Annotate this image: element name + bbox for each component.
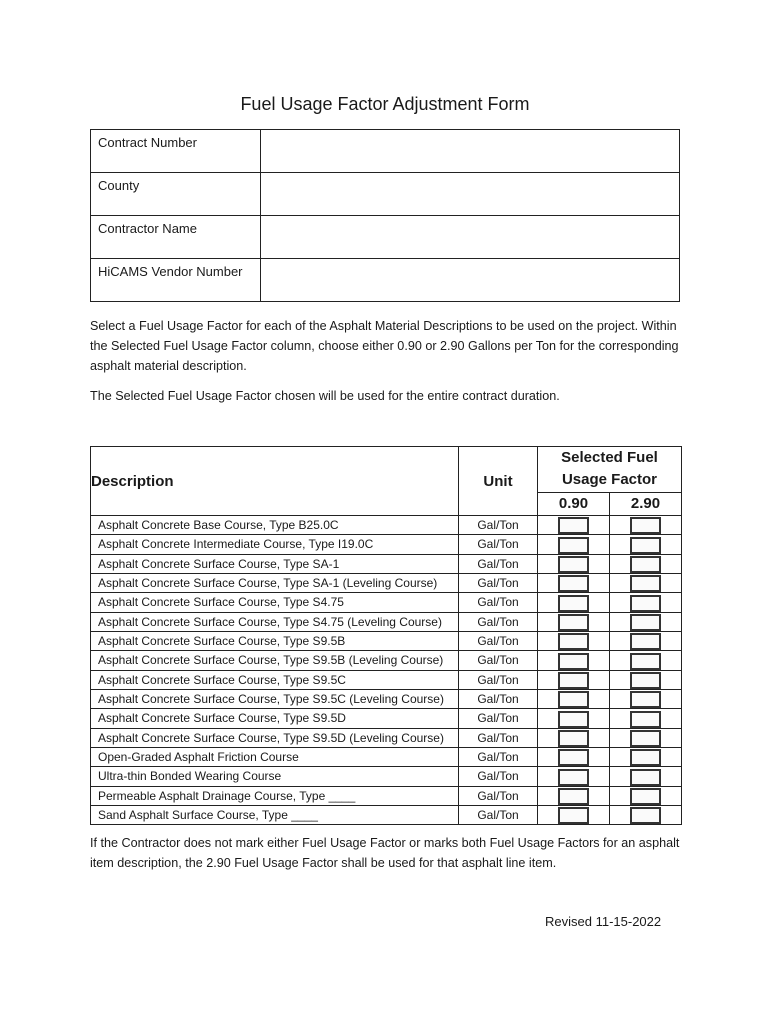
factor-290-checkbox[interactable] <box>630 537 661 554</box>
factor-290-cell <box>610 767 682 786</box>
factor-290-checkbox[interactable] <box>630 730 661 747</box>
material-row <box>91 612 682 631</box>
factor-290-cell <box>610 593 682 612</box>
factor-290-checkbox[interactable] <box>630 653 661 670</box>
material-description: Open-Graded Asphalt Friction Course <box>91 747 459 766</box>
material-description: Asphalt Concrete Surface Course, Type S9.5D <box>91 709 459 728</box>
factor-090-cell <box>538 554 610 573</box>
material-description: Asphalt Concrete Surface Course, Type SA-1 (Leveling Course) <box>91 573 459 592</box>
material-row <box>91 651 682 670</box>
info-label: HiCAMS Vendor Number <box>91 259 261 302</box>
factor-290-cell <box>610 747 682 766</box>
factor-090-checkbox[interactable] <box>558 749 589 766</box>
instructions-paragraph-2: The Selected Fuel Usage Factor chosen will be used for the entire contract duration. <box>90 389 560 403</box>
factor-090-cell <box>538 651 610 670</box>
factor-090-cell <box>538 593 610 612</box>
material-unit: Gal/Ton <box>459 689 538 708</box>
info-value-input[interactable] <box>261 130 679 166</box>
factor-090-checkbox[interactable] <box>558 556 589 573</box>
material-unit: Gal/Ton <box>459 709 538 728</box>
factor-090-cell <box>538 612 610 631</box>
info-value-input[interactable] <box>261 216 679 252</box>
factor-090-checkbox[interactable] <box>558 614 589 631</box>
factor-090-checkbox[interactable] <box>558 769 589 786</box>
material-description: Asphalt Concrete Surface Course, Type S4.75 <box>91 593 459 612</box>
factor-090-checkbox[interactable] <box>558 575 589 592</box>
material-row <box>91 573 682 592</box>
contract-info-table <box>90 129 680 302</box>
info-label: County <box>91 173 261 216</box>
factor-290-cell <box>610 612 682 631</box>
factor-290-checkbox[interactable] <box>630 517 661 534</box>
factor-090-checkbox[interactable] <box>558 517 589 534</box>
factor-290-checkbox[interactable] <box>630 769 661 786</box>
factor-290-cell <box>610 689 682 708</box>
factor-290-cell <box>610 631 682 650</box>
material-row <box>91 631 682 650</box>
info-value-cell <box>261 130 680 173</box>
factor-290-cell <box>610 516 682 535</box>
factor-090-cell <box>538 728 610 747</box>
material-row <box>91 747 682 766</box>
material-unit: Gal/Ton <box>459 805 538 824</box>
factor-290-header: 2.90 <box>610 492 682 515</box>
material-description: Asphalt Concrete Surface Course, Type SA-1 <box>91 554 459 573</box>
factor-290-cell <box>610 573 682 592</box>
material-unit: Gal/Ton <box>459 535 538 554</box>
factor-090-checkbox[interactable] <box>558 672 589 689</box>
info-label: Contract Number <box>91 130 261 173</box>
factor-090-cell <box>538 535 610 554</box>
factor-090-checkbox[interactable] <box>558 807 589 824</box>
factor-290-checkbox[interactable] <box>630 691 661 708</box>
material-description: Sand Asphalt Surface Course, Type ____ <box>91 805 459 824</box>
material-unit: Gal/Ton <box>459 670 538 689</box>
material-unit: Gal/Ton <box>459 631 538 650</box>
material-row <box>91 689 682 708</box>
material-description: Asphalt Concrete Base Course, Type B25.0C <box>91 516 459 535</box>
material-row <box>91 670 682 689</box>
default-factor-note: If the Contractor does not mark either Fuel Usage Factor or marks both Fuel Usage Factors for an asphalt item description, the 2.90 Fuel Usage Factor shall be used for that asphalt line item. <box>90 836 680 870</box>
factor-290-cell <box>610 805 682 824</box>
info-row <box>91 259 680 302</box>
factor-090-checkbox[interactable] <box>558 711 589 728</box>
material-row <box>91 805 682 824</box>
info-value-cell <box>261 259 680 302</box>
factor-090-header: 0.90 <box>538 492 610 515</box>
info-row <box>91 130 680 173</box>
factor-090-cell <box>538 670 610 689</box>
info-value-cell <box>261 216 680 259</box>
material-description: Asphalt Concrete Surface Course, Type S9.5B <box>91 631 459 650</box>
material-description: Asphalt Concrete Surface Course, Type S9.5D (Leveling Course) <box>91 728 459 747</box>
material-unit: Gal/Ton <box>459 767 538 786</box>
material-unit: Gal/Ton <box>459 516 538 535</box>
factor-090-cell <box>538 689 610 708</box>
factor-290-checkbox[interactable] <box>630 595 661 612</box>
revision-date: Revised 11-15-2022 <box>545 914 662 929</box>
factor-290-checkbox[interactable] <box>630 575 661 592</box>
material-unit: Gal/Ton <box>459 612 538 631</box>
material-description: Permeable Asphalt Drainage Course, Type ____ <box>91 786 459 805</box>
factor-090-checkbox[interactable] <box>558 537 589 554</box>
material-description: Asphalt Concrete Surface Course, Type S9.5B (Leveling Course) <box>91 651 459 670</box>
factor-290-cell <box>610 651 682 670</box>
factor-090-checkbox[interactable] <box>558 653 589 670</box>
factor-290-cell <box>610 728 682 747</box>
material-description: Asphalt Concrete Intermediate Course, Type I19.0C <box>91 535 459 554</box>
material-description: Asphalt Concrete Surface Course, Type S9.5C (Leveling Course) <box>91 689 459 708</box>
info-label: Contractor Name <box>91 216 261 259</box>
factor-090-cell <box>538 786 610 805</box>
factor-090-cell <box>538 709 610 728</box>
material-unit: Gal/Ton <box>459 573 538 592</box>
factor-090-cell <box>538 747 610 766</box>
description-header: Description <box>91 447 459 516</box>
factor-090-cell <box>538 516 610 535</box>
page-title: Fuel Usage Factor Adjustment Form <box>240 94 530 114</box>
info-row <box>91 216 680 259</box>
selected-factor-header: Selected Fuel Usage Factor <box>538 447 682 493</box>
factor-290-checkbox[interactable] <box>630 633 661 650</box>
unit-header: Unit <box>459 447 538 516</box>
factor-090-cell <box>538 767 610 786</box>
material-unit: Gal/Ton <box>459 747 538 766</box>
info-value-input[interactable] <box>261 259 679 295</box>
factor-290-cell <box>610 535 682 554</box>
material-unit: Gal/Ton <box>459 651 538 670</box>
material-description: Asphalt Concrete Surface Course, Type S9.5C <box>91 670 459 689</box>
material-unit: Gal/Ton <box>459 786 538 805</box>
factor-290-cell <box>610 709 682 728</box>
material-description: Ultra-thin Bonded Wearing Course <box>91 767 459 786</box>
factor-290-checkbox[interactable] <box>630 749 661 766</box>
material-row <box>91 593 682 612</box>
factor-290-checkbox[interactable] <box>630 711 661 728</box>
material-row <box>91 786 682 805</box>
material-row <box>91 709 682 728</box>
material-row <box>91 554 682 573</box>
material-row <box>91 516 682 535</box>
factor-090-checkbox[interactable] <box>558 595 589 612</box>
factor-090-cell <box>538 573 610 592</box>
info-value-input[interactable] <box>261 173 679 209</box>
factor-090-checkbox[interactable] <box>558 691 589 708</box>
factor-290-checkbox[interactable] <box>630 672 661 689</box>
factor-290-cell <box>610 670 682 689</box>
factor-090-cell <box>538 631 610 650</box>
factor-290-checkbox[interactable] <box>630 614 661 631</box>
factor-290-checkbox[interactable] <box>630 807 661 824</box>
material-row <box>91 535 682 554</box>
asphalt-material-table <box>90 446 682 825</box>
material-unit: Gal/Ton <box>459 554 538 573</box>
factor-090-checkbox[interactable] <box>558 730 589 747</box>
material-unit: Gal/Ton <box>459 593 538 612</box>
material-row <box>91 728 682 747</box>
info-row <box>91 173 680 216</box>
factor-090-checkbox[interactable] <box>558 788 589 805</box>
factor-290-checkbox[interactable] <box>630 556 661 573</box>
info-value-cell <box>261 173 680 216</box>
material-unit: Gal/Ton <box>459 728 538 747</box>
factor-090-cell <box>538 805 610 824</box>
instructions-paragraph-1: Select a Fuel Usage Factor for each of the Asphalt Material Descriptions to be used on the project. Within the Selected Fuel Usage Factor column, choose either 0.90 or 2.90 Gallons per Ton for the corresponding asphalt material description. <box>90 319 679 373</box>
factor-090-checkbox[interactable] <box>558 633 589 650</box>
factor-290-cell <box>610 554 682 573</box>
material-description: Asphalt Concrete Surface Course, Type S4.75 (Leveling Course) <box>91 612 459 631</box>
factor-290-cell <box>610 786 682 805</box>
factor-290-checkbox[interactable] <box>630 788 661 805</box>
material-row <box>91 767 682 786</box>
